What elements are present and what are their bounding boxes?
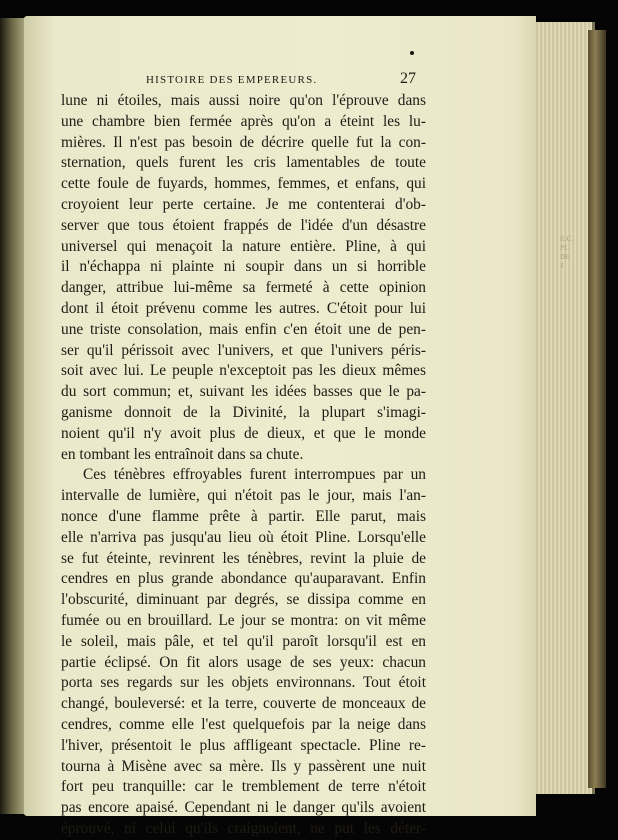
text-line: danger, attribue lui-même sa fermeté à cette opinion xyxy=(61,279,426,297)
text-line: soit avec lui. Le peuple n'exceptoit pas les dieux mêmes xyxy=(61,362,426,380)
ghost-line: PL xyxy=(560,244,569,252)
ghost-line: E.C. xyxy=(560,235,574,243)
text-line: changé, bouleversé: et la terre, couverte de monceaux de xyxy=(61,695,426,713)
text-line: le soleil, mais pâle, et tel qu'il paroît lorsqu'il est en xyxy=(61,632,426,650)
bleed-through-text xyxy=(560,235,582,271)
text-line: lune ni étoiles, mais aussi noire qu'on l'éprouve dans xyxy=(61,92,426,109)
text-line: se fut éteinte, revinrent les ténèbres, revint la pluie de xyxy=(61,549,426,567)
text-line: partie éclipsé. On fit alors usage de ses yeux: chacun xyxy=(61,653,426,671)
text-line: sternation, quels furent les cris lamentables de toute xyxy=(61,154,426,172)
book-cover-edge xyxy=(588,30,606,788)
text-line: cendres en plus grande abondance qu'auparavant. Enfin xyxy=(61,570,426,588)
text-line: server que tous étoient frappés de l'idée d'un désastre xyxy=(61,216,426,234)
running-header xyxy=(126,70,416,88)
ghost-line: J xyxy=(560,262,564,270)
text-line: l'hiver, présentoit le plus affligeant spectacle. Pline re- xyxy=(61,736,426,754)
text-line: tourna à Misène avec sa mère. Ils y passèrent une nuit xyxy=(61,757,426,775)
text-line: porta ses regards sur les objets environnans. Tout étoit xyxy=(61,674,426,692)
text-line: cette foule de fuyards, hommes, femmes, et enfans, qui xyxy=(61,175,426,193)
text-line: croyoient leur perte certaine. Je me contenterai d'ob- xyxy=(61,195,426,213)
text-line: universel qui menaçoit la nature entière. Pline, à qui xyxy=(61,237,426,255)
text-line: l'obscurité, diminuant par degrés, se dissipa comme en xyxy=(61,591,426,609)
ink-speck xyxy=(410,51,414,55)
text-line: éprouvé, ni celui qu'ils craignoient, ne put les déter- xyxy=(61,819,426,837)
text-line: dont il étoit prévenu comme les autres. C'étoit pour lui xyxy=(61,299,426,317)
body-text xyxy=(61,91,426,840)
text-line: en tombant les entraînoit dans sa chute. xyxy=(61,445,304,463)
text-line: nonce d'une flamme prête à partir. Elle parut, mais xyxy=(61,507,426,525)
text-line: il n'échappa ni plainte ni soupir dans un si horrible xyxy=(61,258,426,276)
ghost-line: DE xyxy=(560,253,570,261)
text-line: mières. Il n'est pas besoin de décrire quelle fut la con- xyxy=(61,133,426,151)
text-line: Ces ténèbres effroyables furent interrompues par un xyxy=(83,466,426,484)
text-line: une chambre bien fermée après qu'on a éteint les lu- xyxy=(61,112,426,130)
text-line: noient qu'il n'y avoit plus de dieux, et que le monde xyxy=(61,424,426,442)
text-line: elle n'arriva pas jusqu'au lieu où étoit Pline. Lorsqu'elle xyxy=(61,528,426,546)
text-line: cendres, comme elle l'est quelquefois par la neige dans xyxy=(61,715,426,733)
page-number: 27 xyxy=(400,70,416,87)
text-line: intervalle de lumière, qui n'étoit pas le jour, mais l'an- xyxy=(61,487,426,505)
running-title: HISTOIRE DES EMPEREURS. xyxy=(146,74,318,86)
text-line: pas encore apaisé. Cependant ni le danger qu'ils avoient xyxy=(61,799,426,817)
text-line: fort peu tranquille: car le tremblement de terre n'étoit xyxy=(61,778,426,796)
text-line: une triste consolation, mais enfin c'en étoit une de pen- xyxy=(61,320,426,338)
text-line: ganisme donnoit de la Divinité, la plupart s'imagi- xyxy=(61,403,426,421)
page-stack-edge xyxy=(530,22,595,794)
text-line: du sort commun; et, suivant les idées basses que le pa- xyxy=(61,383,426,401)
text-line: ser qu'il périssoit avec l'univers, et que l'univers péris- xyxy=(61,341,426,359)
text-line: fumée ou en brouillard. Le jour se montra: on vit même xyxy=(61,611,426,629)
